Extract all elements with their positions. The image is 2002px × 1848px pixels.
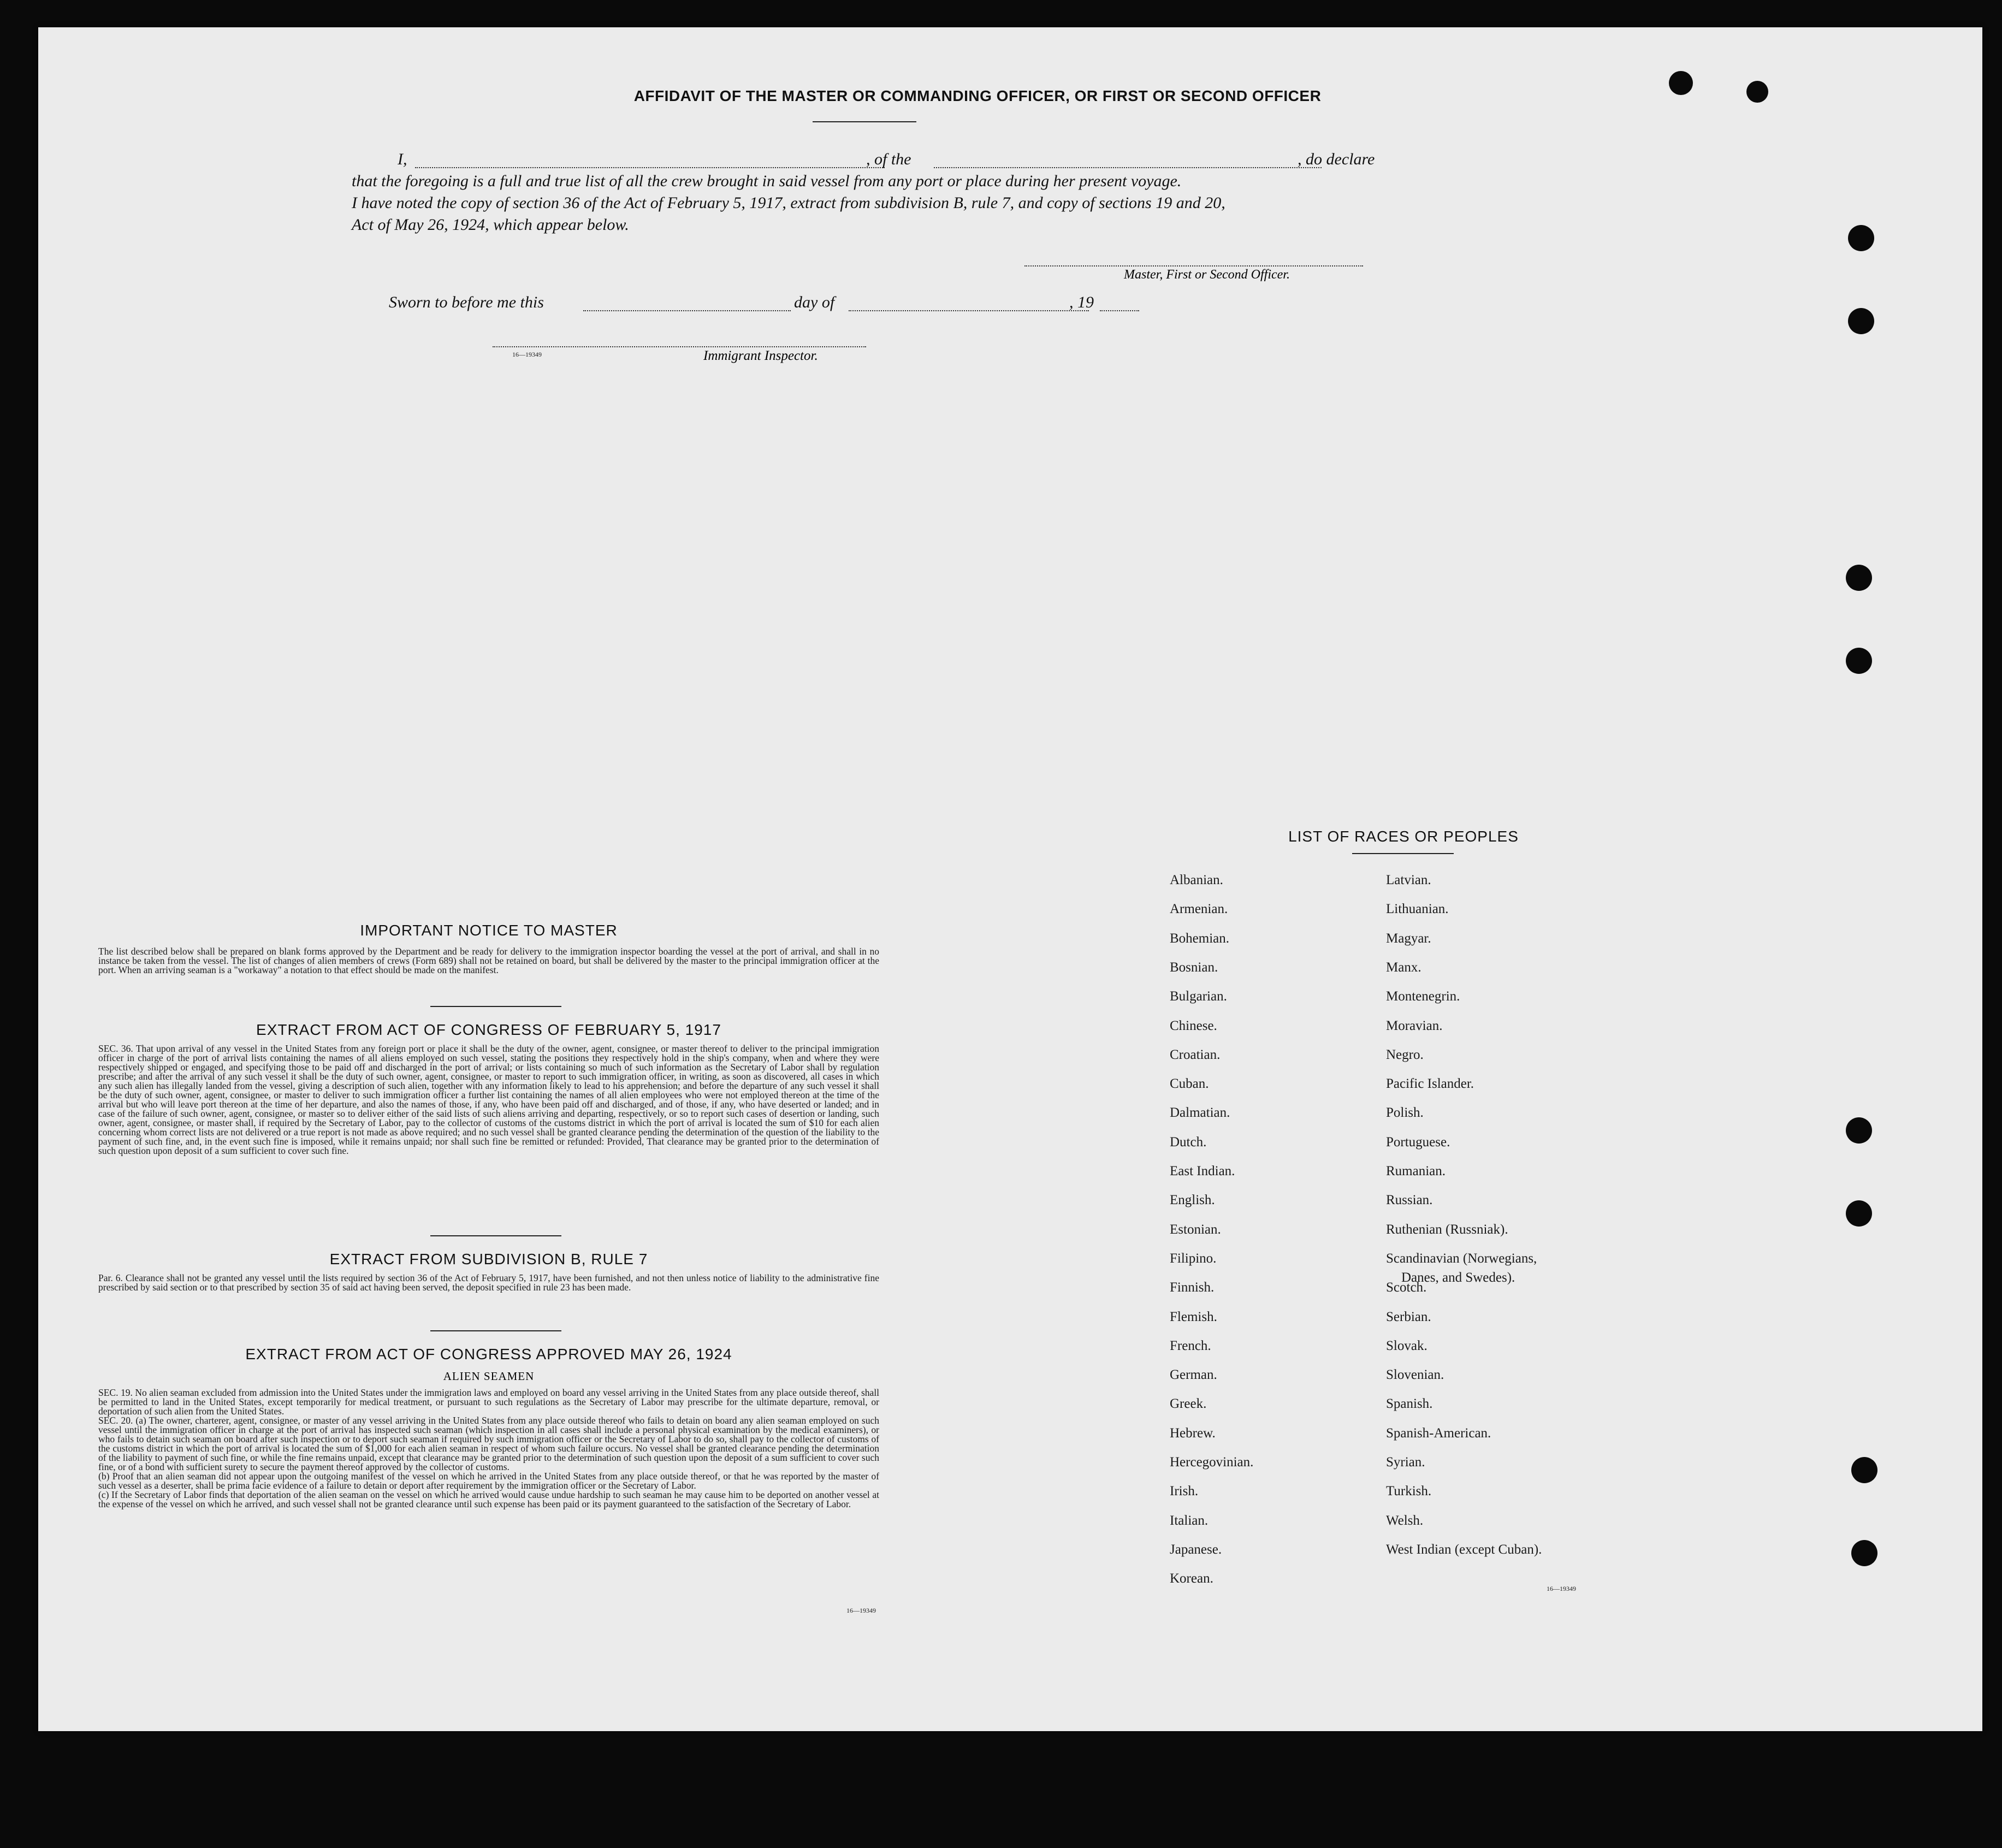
race-item: Filipino. [1170,1251,1217,1266]
race-item: Albanian. [1170,873,1223,887]
race-item: Russian. [1386,1193,1433,1207]
race-scandinavian-continuation: Danes, and Swedes). [1401,1270,1515,1285]
race-item: Bulgarian. [1170,989,1227,1004]
race-item: Greek. [1170,1396,1207,1411]
punch-hole [1846,1200,1872,1227]
punch-hole [1846,648,1872,674]
affidavit-i: I, [398,150,407,168]
punch-hole [1846,1117,1872,1144]
punch-hole [1846,565,1872,591]
sec-20a-text: SEC. 20. (a) The owner, charterer, agent, consignee, or master of any vessel arriving in the United States from any place outside thereof who fails to detain on board any alien seaman employed on such vessel until the immigration officer in charge at the port of arrival has inspected such seaman (which inspection in all cases shall include a personal physical examination by the medical examiners), or who fails to detain such seaman on board after such inspection or to deport such seaman if required by such immigration officer or the Secretary of Labor to do so, shall pay to the collector of customs of the customs district in which the port of arrival is located the sum of $1,000 for each alien seaman in respect of whom such failure occurs. No vessel shall be granted clearance pending the determination of the liability to payment of such fine, or while the fine remains unpaid, except that clearance may be granted prior to the determination of such question upon the deposit of a sum sufficient to cover such fine, or of a bond with sufficient surety to secure the payment thereof approved by the collector of customs. [98,1415,879,1472]
name-blank [415,167,885,168]
sec-20c-text: (c) If the Secretary of Labor finds that deportation of the alien seaman on the vessel on which he arrived would cause undue hardship to such seaman he may cause him to be deported on another vessel at the expense of the vessel on which he arrived, and such vessel shall not be granted clearance until such expense has been paid or its payment guaranteed to the satisfaction of the Secretary of Labor. [98,1489,879,1509]
race-item: Slovak. [1386,1338,1428,1353]
race-item: Japanese. [1170,1542,1222,1557]
vessel-blank [934,167,1322,168]
punch-hole [1848,308,1874,334]
race-item: Bohemian. [1170,931,1230,946]
race-item: Pacific Islander. [1386,1076,1474,1091]
divider [430,1330,561,1331]
race-item: Serbian. [1386,1310,1431,1324]
race-item: Magyar. [1386,931,1431,946]
year-blank [1100,310,1139,311]
race-item: Chinese. [1170,1018,1217,1033]
sworn-label: Sworn to before me this [389,293,544,311]
punch-hole [1848,225,1874,251]
race-item: Spanish-American. [1386,1426,1491,1441]
affidavit-line-2: that the foregoing is a full and true list of all the crew brought in said vessel from any port or place during her present voyage. [352,172,1182,190]
extract-1917-body: SEC. 36. That upon arrival of any vessel in the United States from any foreign port or place it shall be the duty of the owner, agent, consignee, or master thereof to deliver to the principal immigration officer in charge of the port of arrival lists containing the names of all aliens employed on such vessel, stating the positions they respectively hold in the ship's company, when and where they were respectively shipped or engaged, and specifying those to be paid off and discharged in the port of arrival; or lists containing so much of such information as the Secretary of Labor shall by regulation prescribe; and after the arrival of any such vessel it shall be the duty of such owner, agent, consignee, or master to report to such immigration officer, in writing, as soon as discovered, all cases in which any such alien has illegally landed from the vessel, giving a description of such alien, together with any information likely to lead to his apprehension; and before the departure of any such vessel it shall be the duty of such owner, agent, consignee, or master to deliver to such immigration officer a further list containing the names of all alien employees who were not employed thereon at the time of the arrival but who will leave port thereon at the time of her departure, and also the names of those, if any, who have been paid off and discharged, and of those, if any, who have deserted or landed; and in case of the failure of such owner, agent, consignee, or master so to deliver either of the said lists of such aliens arriving and departing, respectively, or so to report such cases of desertion or landing, such owner, agent, consignee, or master shall, if required by the Secretary of Labor, pay to the collector of customs of the customs district in which the port of arrival is located the sum of $10 for each alien concerning whom correct lists are not delivered or a true report is not made as above required; and no such vessel shall be granted clearance pending the determination of the question of the liability to the payment of such fine, and, in the event such fine is imposed, while it remains unpaid; nor shall such fine be remitted or refunded: Provided, That clearance may be granted prior to the determination of such question upon deposit of a sum sufficient to cover such fine. [98,1043,879,1156]
sec-20b-text: (b) Proof that an alien seaman did not appear upon the outgoing manifest of the vessel on which he arrived in the United States from any place outside thereof, or that he was reported by the master of such vessel as a deserter, shall be prima facie evidence of a failure to detain or deport after requirement by the immigration officer or the Secretary of Labor. [98,1471,879,1491]
race-item: Lithuanian. [1386,902,1449,916]
day-of-label: day of [794,293,835,311]
race-item: Rumanian. [1386,1164,1446,1178]
race-item: English. [1170,1193,1215,1207]
signature-label: Master, First or Second Officer. [1124,268,1290,282]
race-item: Manx. [1386,960,1421,975]
race-item: Spanish. [1386,1396,1433,1411]
race-item: Negro. [1386,1047,1424,1062]
extract-form-number: 16—19349 [846,1607,876,1614]
race-item: Portuguese. [1386,1135,1450,1150]
inspector-line [493,346,866,347]
punch-hole [1851,1457,1877,1483]
notice-body: The list described below shall be prepared on blank forms approved by the Department and be ready for delivery to the immigration inspector boarding the vessel at the port of arrival, and shall in no instance be taken from the vessel. The list of changes of alien members of crews (Form 689) shall not be retained on board, but shall be delivered by the master to the principal immigration officer at the port. When an arriving seaman is a "workaway" a notation to that effect should be made on the manifest. [98,946,879,975]
title-underline [813,121,916,122]
race-item: Finnish. [1170,1280,1215,1295]
race-item: French. [1170,1338,1211,1353]
race-item: Scotch. [1386,1280,1427,1295]
race-item: Hebrew. [1170,1426,1216,1441]
race-item: Montenegrin. [1386,989,1460,1004]
race-item: East Indian. [1170,1164,1235,1178]
extract-rule7-title: EXTRACT FROM SUBDIVISION B, RULE 7 [329,1251,648,1267]
race-item: Ruthenian (Russniak). [1386,1222,1508,1237]
affidavit-form-number: 16—19349 [512,351,542,358]
race-item: Croatian. [1170,1047,1221,1062]
year-label: , 19 [1069,293,1094,311]
sec-19-text: SEC. 19. No alien seaman excluded from admission into the United States under the immigration laws and employed on board any vessel arriving in the United States from any place outside thereof, shall be permitted to land in the United States, except temporarily for medical treatment, or pursuant to such regulations as the Secretary of Labor may prescribe for the ultimate departure, removal, or deportation of such alien from the United States. [98,1387,879,1417]
extract-1924-body [98,1388,879,1509]
divider [430,1006,561,1007]
races-title: LIST OF RACES OR PEOPLES [1288,828,1519,845]
inspector-label: Immigrant Inspector. [703,348,818,363]
notice-title: IMPORTANT NOTICE TO MASTER [360,922,618,939]
punch-hole [1851,1540,1877,1566]
race-item: Armenian. [1170,902,1228,916]
races-form-number: 16—19349 [1547,1585,1576,1592]
of-the-label: , of the [866,150,911,168]
races-underline [1352,853,1454,854]
extract-1924-subtitle: ALIEN SEAMEN [443,1370,535,1383]
sworn-month-blank [849,310,1089,311]
race-item: Hercegovinian. [1170,1455,1254,1470]
extract-rule7-body: Par. 6. Clearance shall not be granted any vessel until the lists required by section 36 of the Act of February 5, 1917, have been furnished, and not then unless notice of liability to the administrative fine prescribed by said section or to that prescribed by section 35 of said act having been served, the deposit specified in rule 23 has been made. [98,1272,879,1293]
race-item: Scandinavian (Norwegians, [1386,1251,1537,1266]
race-item: Dutch. [1170,1135,1207,1150]
affidavit-line-1 [398,149,407,170]
race-item: Turkish. [1386,1484,1432,1498]
race-item: Bosnian. [1170,960,1218,975]
sworn-day-blank [583,310,791,311]
affidavit-line-3: I have noted the copy of section 36 of the Act of February 5, 1917, extract from subdivision B, rule 7, and copy of sections 19 and 20, [352,194,1225,212]
race-item: Italian. [1170,1513,1209,1528]
race-item: German. [1170,1367,1217,1382]
race-item: Moravian. [1386,1018,1443,1033]
race-item: West Indian (except Cuban). [1386,1542,1542,1557]
race-item: Estonian. [1170,1222,1221,1237]
race-item: Slovenian. [1386,1367,1444,1382]
race-item: Cuban. [1170,1076,1209,1091]
race-item: Flemish. [1170,1310,1217,1324]
race-item: Syrian. [1386,1455,1425,1470]
extract-1917-title: EXTRACT FROM ACT OF CONGRESS OF FEBRUARY 5, 1917 [256,1021,721,1038]
document-sheet [38,27,1982,1731]
affidavit-line-4: Act of May 26, 1924, which appear below. [352,216,629,234]
race-item: Polish. [1386,1105,1424,1120]
race-item: Welsh. [1386,1513,1424,1528]
extract-1924-title: EXTRACT FROM ACT OF CONGRESS APPROVED MAY 26, 1924 [245,1346,732,1363]
signature-line [1024,265,1363,266]
declare-label: , do declare [1298,150,1375,168]
race-item: Irish. [1170,1484,1199,1498]
affidavit-title: AFFIDAVIT OF THE MASTER OR COMMANDING OFFICER, OR FIRST OR SECOND OFFICER [633,87,1322,104]
race-item: Latvian. [1386,873,1431,887]
divider [430,1235,561,1236]
race-item: Korean. [1170,1571,1213,1586]
race-item: Dalmatian. [1170,1105,1230,1120]
